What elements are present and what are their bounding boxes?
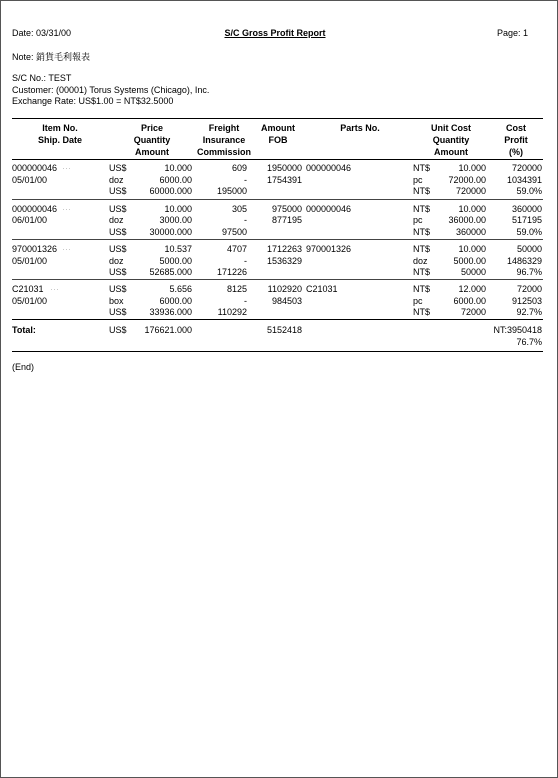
col-header-item [20, 122, 100, 146]
col-header-line: Profit [504, 135, 528, 145]
cell-uc-cur: NT$ [413, 163, 431, 173]
col-header-line: FOB [268, 135, 288, 145]
cell-price: 10.000 [164, 163, 192, 173]
row-divider [12, 239, 543, 240]
cell-amt: 975000 [271, 204, 302, 214]
cell-price: 5.656 [169, 284, 192, 294]
cell-uc-unit: pc [413, 175, 423, 185]
sc-number: S/C No.: TEST [12, 73, 72, 83]
cell-ship: 05/01/00 [12, 296, 48, 306]
row-divider [12, 199, 543, 200]
cell-item: C21031 [12, 284, 44, 294]
cell-uc-unit: pc [413, 296, 423, 306]
total-bottom-rule [12, 351, 543, 352]
col-header-cost [496, 122, 536, 158]
cell-amt: 1712263 [266, 244, 302, 254]
cell-price: 10.000 [164, 204, 192, 214]
col-header-line: Item No. [42, 123, 78, 133]
cell-amount: 33936.000 [149, 307, 192, 317]
col-header-amount [255, 122, 301, 146]
cell-commission: 195000 [216, 186, 247, 196]
cell-profit: 1486329 [506, 256, 542, 266]
report-note: Note: 銷貨毛利報表 [12, 52, 91, 62]
cell-unit: box [109, 296, 124, 306]
cell-amount: 30000.000 [149, 227, 192, 237]
cell-uc-cur2: NT$ [413, 267, 431, 277]
cell-qty: 6000.00 [159, 175, 192, 185]
cell-uc-unit: doz [413, 256, 428, 266]
col-header-line: Amount [261, 123, 295, 133]
cell-item: 000000046 [12, 163, 58, 173]
col-header-freight [190, 122, 258, 158]
cell-cur1: US$ [109, 163, 127, 173]
cell-freight: 4707 [226, 244, 247, 254]
customer-line: Customer: (00001) Torus Systems (Chicago), Inc. [12, 85, 210, 95]
cell-cur1: US$ [109, 244, 127, 254]
cell-commission: 97500 [221, 227, 247, 237]
col-header-line: (%) [509, 147, 523, 157]
cell-uc-cur: NT$ [413, 204, 431, 214]
cell-cost: 720000 [511, 163, 542, 173]
exchange-rate: Exchange Rate: US$1.00 = NT$32.5000 [12, 96, 174, 106]
cell-cost: 72000 [516, 284, 542, 294]
cell-profit: 517195 [511, 215, 542, 225]
cell-insurance: - [244, 256, 247, 266]
cell-cur1: US$ [109, 204, 127, 214]
cell-qty: 6000.00 [159, 296, 192, 306]
total-currency: US$ [109, 325, 127, 335]
cell-insurance: - [244, 215, 247, 225]
col-header-unitcost [418, 122, 484, 158]
cell-commission: 110292 [217, 307, 247, 317]
cell-uc-price: 12.000 [458, 284, 486, 294]
col-header-line: Price [140, 123, 164, 133]
col-header-line: Quantity [133, 135, 171, 145]
cell-ship: 05/01/00 [12, 256, 48, 266]
cell-ship: 06/01/00 [12, 215, 48, 225]
total-percent: 76.7% [516, 337, 542, 347]
col-header-parts [330, 122, 390, 134]
col-header-line: Quantity [432, 135, 470, 145]
cell-unit: doz [109, 256, 124, 266]
cell-pct: 59.0% [516, 186, 542, 196]
cell-item: 970001326 [12, 244, 58, 254]
cell-cur1: US$ [109, 284, 127, 294]
cell-freight: 305 [231, 204, 247, 214]
total-top-rule [12, 319, 543, 320]
total-amount: 176621.000 [144, 325, 192, 335]
col-header-line: Insurance [202, 135, 246, 145]
col-header-line: Amount [434, 147, 468, 157]
col-header-line: Amount [135, 147, 169, 157]
cell-parts: 970001326 [306, 244, 352, 254]
row-divider [12, 279, 543, 280]
col-header-line: Freight [208, 123, 240, 133]
cell-freight: 609 [231, 163, 247, 173]
total-label: Total: [12, 325, 36, 335]
cell-parts: 000000046 [306, 163, 352, 173]
cell-amt: 1102920 [267, 284, 302, 294]
cell-pct: 59.0% [516, 227, 542, 237]
cell-uc-amount: 360000 [455, 227, 486, 237]
cell-fob: 1754391 [266, 175, 302, 185]
cell-price: 10.537 [164, 244, 192, 254]
faded-mark: ··· [50, 284, 59, 294]
cell-cur2: US$ [109, 267, 127, 277]
cell-uc-cur: NT$ [413, 284, 431, 294]
col-header-line: Unit Cost [431, 123, 471, 133]
cell-insurance: - [244, 296, 247, 306]
col-header-line: Cost [506, 123, 526, 133]
cell-cur2: US$ [109, 227, 127, 237]
page-number: Page: 1 [496, 28, 528, 38]
cell-ship: 05/01/00 [12, 175, 48, 185]
cell-profit: 912503 [511, 296, 542, 306]
cell-fob: 1536329 [266, 256, 302, 266]
cell-amount: 60000.000 [149, 186, 192, 196]
faded-mark: ··· [62, 244, 71, 254]
cell-uc-cur: NT$ [413, 244, 431, 254]
cell-unit: doz [109, 175, 124, 185]
cell-cost: 50000 [516, 244, 542, 254]
col-header-line: Parts No. [340, 123, 380, 133]
cell-uc-price: 10.000 [458, 204, 486, 214]
report-title: S/C Gross Profit Report [224, 28, 326, 38]
cell-uc-cur2: NT$ [413, 227, 431, 237]
cell-uc-cur2: NT$ [413, 307, 431, 317]
cell-uc-unit: pc [413, 215, 423, 225]
cell-unit: doz [109, 215, 124, 225]
cell-fob: 984503 [271, 296, 302, 306]
header-bottom-rule [12, 159, 543, 160]
cell-parts: C21031 [306, 284, 338, 294]
faded-mark: ··· [62, 204, 71, 214]
cell-uc-qty: 72000.00 [448, 175, 486, 185]
cell-uc-qty: 6000.00 [453, 296, 486, 306]
cell-uc-amount: 720000 [455, 186, 486, 196]
col-header-price [122, 122, 182, 158]
cell-parts: 000000046 [306, 204, 352, 214]
total-fob: 5152418 [266, 325, 302, 335]
cell-qty: 3000.00 [159, 215, 192, 225]
cell-uc-amount: 72000 [460, 307, 486, 317]
cell-amt: 1950000 [266, 163, 302, 173]
cell-uc-price: 10.000 [458, 163, 486, 173]
cell-insurance: - [244, 175, 247, 185]
total-nt: NT:3950418 [493, 325, 542, 335]
cell-qty: 5000.00 [159, 256, 192, 266]
cell-pct: 96.7% [516, 267, 542, 277]
cell-uc-price: 10.000 [458, 244, 486, 254]
cell-uc-qty: 5000.00 [453, 256, 486, 266]
col-header-line: Commission [196, 147, 251, 157]
end-marker: (End) [12, 362, 35, 372]
cell-profit: 1034391 [506, 175, 542, 185]
cell-pct: 92.7% [516, 307, 542, 317]
col-header-line: Ship. Date [37, 135, 82, 145]
cell-freight: 8125 [226, 284, 247, 294]
cell-uc-amount: 50000 [460, 267, 486, 277]
cell-item: 000000046 [12, 204, 58, 214]
faded-mark: ··· [62, 163, 71, 173]
cell-uc-cur2: NT$ [413, 186, 431, 196]
cell-amount: 52685.000 [149, 267, 192, 277]
cell-cur2: US$ [109, 307, 127, 317]
cell-cost: 360000 [511, 204, 542, 214]
cell-cur2: US$ [109, 186, 127, 196]
report-date: Date: 03/31/00 [12, 28, 72, 38]
cell-fob: 877195 [271, 215, 302, 225]
cell-commission: 171226 [216, 267, 247, 277]
header-top-rule [12, 118, 543, 119]
cell-uc-qty: 36000.00 [448, 215, 486, 225]
